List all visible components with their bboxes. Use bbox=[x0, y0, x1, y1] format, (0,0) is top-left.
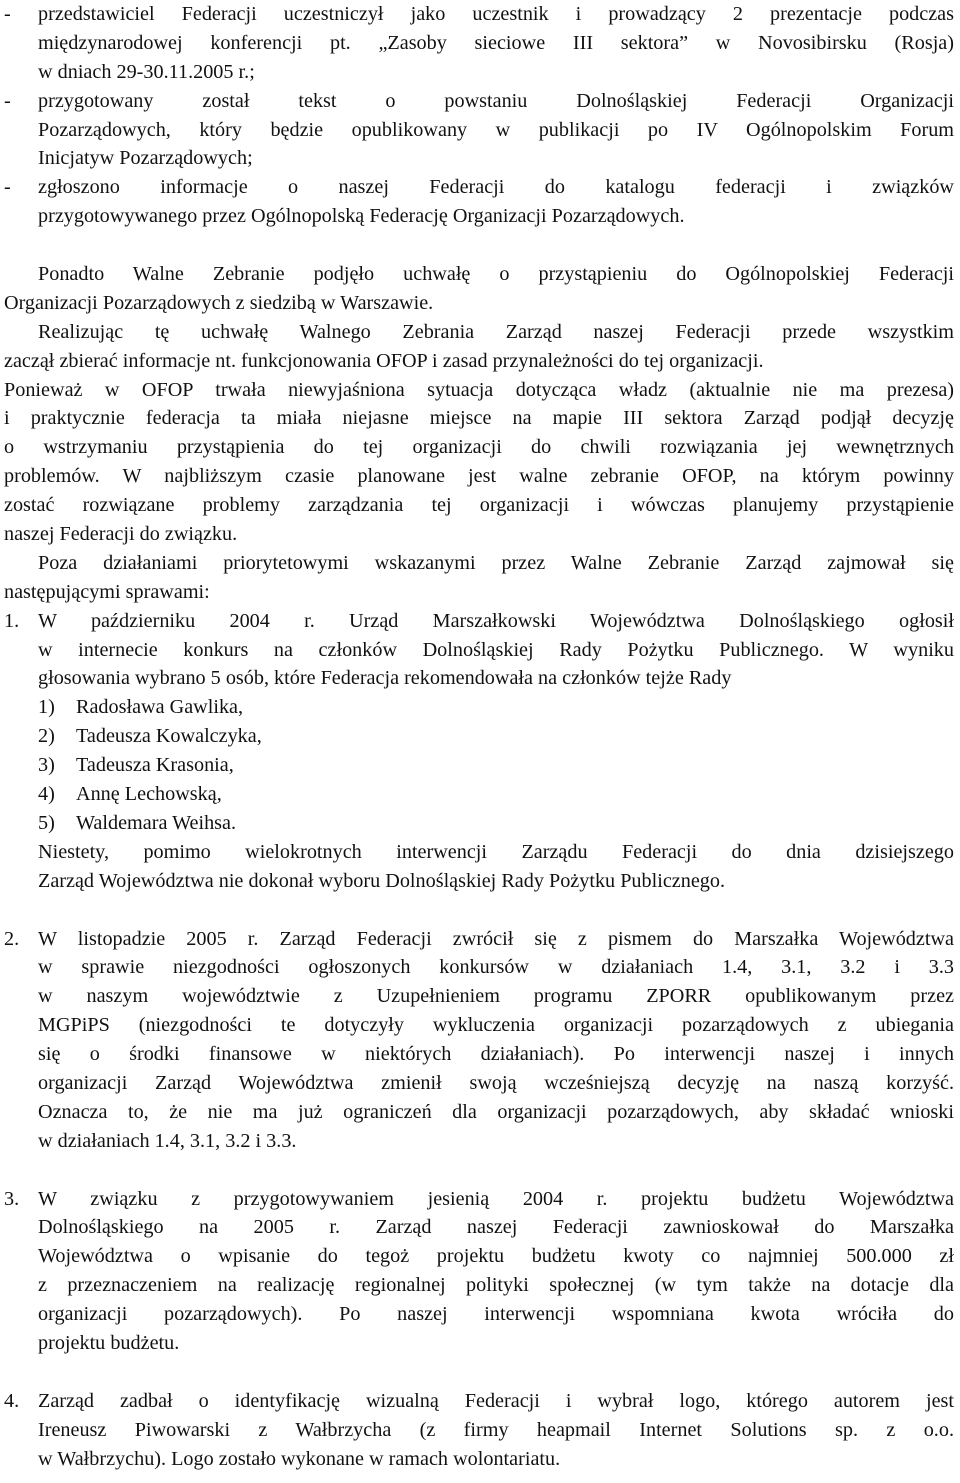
spacer bbox=[0, 896, 960, 925]
text-line: przygotowany został tekst o powstaniu Dolnośląskiej Federacji Organizacji bbox=[38, 89, 954, 112]
sub-item-text: Tadeusza Krasonia, bbox=[76, 754, 234, 777]
text-line: Województwa o wpisanie do tegoż projektu budżetu kwoty co najmniej 500.000 zł bbox=[38, 1245, 954, 1268]
spacer bbox=[0, 1358, 960, 1387]
sub-item-text: Radosława Gawlika, bbox=[76, 696, 244, 719]
text-line-row bbox=[0, 58, 960, 87]
text-line: następującymi sprawami: bbox=[4, 580, 210, 603]
text-line: się o środki finansowe w niektórych działaniach). Po interwencji naszej i innych bbox=[38, 1043, 954, 1066]
sub-item-text: Tadeusza Kowalczyka, bbox=[76, 725, 262, 748]
text-line-row bbox=[0, 116, 960, 145]
sub-list-item bbox=[0, 693, 960, 722]
sub-list-item bbox=[0, 751, 960, 780]
text-line: Oznacza to, że nie ma już ograniczeń dla organizacji pozarządowych, aby składać wnioski bbox=[38, 1100, 954, 1123]
text-line: z przeznaczeniem na realizację regionalnej polityki społecznej (w tym także na dotacje dla bbox=[38, 1274, 954, 1297]
item-number: 3. bbox=[4, 1187, 20, 1210]
text-line: naszej Federacji do związku. bbox=[4, 523, 238, 546]
text-line: przygotowywanego przez Ogólnopolską Federację Organizacji Pozarządowych. bbox=[38, 205, 685, 228]
dash-item bbox=[0, 173, 960, 202]
text-line: projektu budżetu. bbox=[38, 1331, 180, 1354]
text-line: Inicjatyw Pozarządowych; bbox=[38, 147, 253, 170]
sub-item-number: 3) bbox=[38, 754, 55, 777]
paragraph bbox=[0, 318, 960, 376]
text-line: organizacji pozarządowych). Po naszej interwencji wspomniana kwota wróciła do bbox=[38, 1303, 954, 1326]
text-line: o wstrzymaniu przystąpienia do tej organizacji do chwili rozwiązania jej wewnętrznych bbox=[4, 436, 954, 459]
text-line: problemów. W najbliższym czasie planowane jest walne zebranie OFOP, na którym powinny bbox=[4, 465, 954, 488]
text-line: Organizacji Pozarządowych z siedzibą w Warszawie. bbox=[4, 291, 434, 314]
numbered-item bbox=[0, 1387, 960, 1474]
text-line: Poza działaniami priorytetowymi wskazanymi przez Walne Zebranie Zarząd zajmował się bbox=[38, 551, 954, 574]
item-number: 2. bbox=[4, 927, 20, 950]
text-line: w dniach 29-30.11.2005 r.; bbox=[38, 60, 255, 83]
text-line: MGPiPS (niezgodności te dotyczyły wykluczenia organizacji pozarządowych z ubiegania bbox=[38, 1014, 954, 1037]
sub-list-item bbox=[0, 780, 960, 809]
text-line: zostać rozwiązane problemy zarządzania tej organizacji i wówczas planujemy przystąpienie bbox=[4, 494, 954, 517]
dash-item bbox=[0, 0, 960, 29]
text-line: Ireneusz Piwowarski z Wałbrzycha (z firmy heapmail Internet Solutions sp. z o.o. bbox=[38, 1418, 954, 1441]
text-line: zaczął zbierać informacje nt. funkcjonowania OFOP i zasad przynależności do tej organizacji. bbox=[4, 349, 764, 372]
spacer bbox=[0, 1156, 960, 1185]
sub-item-number: 4) bbox=[38, 783, 55, 806]
sub-list-item bbox=[0, 809, 960, 838]
paragraph bbox=[0, 549, 960, 607]
item-number: 1. bbox=[4, 609, 20, 632]
text-line: Zarząd zadbał o identyfikację wizualną Federacji i wybrał logo, którego autorem jest bbox=[38, 1389, 954, 1412]
sub-list bbox=[0, 693, 960, 837]
dash-marker: - bbox=[4, 176, 11, 199]
sub-list-item bbox=[0, 722, 960, 751]
text-line-row bbox=[0, 29, 960, 58]
text-line: przedstawiciel Federacji uczestniczył jako uczestnik i prowadzący 2 prezentacje podczas bbox=[38, 3, 954, 25]
numbered-item bbox=[0, 925, 960, 1156]
text-line: i praktycznie federacja ta miała niejasne miejsce na mapie III sektora Zarząd podjął decyzję bbox=[4, 407, 954, 430]
text-line: w naszym województwie z Uzupełnieniem programu ZPORR opublikowanym przez bbox=[38, 985, 954, 1008]
dash-marker: - bbox=[4, 3, 11, 25]
numbered-item bbox=[0, 1185, 960, 1358]
text-line: w działaniach 1.4, 3.1, 3.2 i 3.3. bbox=[38, 1129, 297, 1152]
text-line: organizacji Zarząd Województwa zmienił swoją wcześniejszą decyzję na naszą korzyść. bbox=[38, 1071, 954, 1094]
spacer bbox=[0, 231, 960, 260]
text-line: w internecie konkurs na członków Dolnośląskiej Rady Pożytku Publicznego. W wyniku bbox=[38, 638, 954, 661]
text-line: W listopadzie 2005 r. Zarząd Federacji zwrócił się z pismem do Marszałka Województwa bbox=[38, 927, 954, 950]
dash-marker: - bbox=[4, 89, 11, 112]
text-line: Ponieważ w OFOP trwała niewyjaśniona sytuacja dotycząca władz (aktualnie nie ma prezesa) bbox=[4, 378, 954, 401]
text-line: międzynarodowej konferencji pt. „Zasoby sieciowe III sektora” w Novosibirsku (Rosja) bbox=[38, 31, 954, 54]
text-line: zgłoszono informacje o naszej Federacji do katalogu federacji i związków bbox=[38, 176, 954, 199]
text-line-row bbox=[0, 144, 960, 173]
text-line-row bbox=[0, 202, 960, 231]
item-number: 4. bbox=[4, 1389, 20, 1412]
text-line: w sprawie niezgodności ogłoszonych konkursów w działaniach 1.4, 3.1, 3.2 i 3.3 bbox=[38, 956, 954, 979]
sub-item-text: Waldemara Weihsa. bbox=[76, 811, 237, 834]
numbered-item bbox=[0, 607, 960, 896]
text-line: Niestety, pomimo wielokrotnych interwencji Zarządu Federacji do dnia dzisiejszego bbox=[38, 840, 954, 863]
text-line: głosowania wybrano 5 osób, które Federacja rekomendowała na członków tejże Rady bbox=[38, 667, 732, 690]
sub-item-text: Annę Lechowską, bbox=[76, 783, 222, 806]
text-line: Realizując tę uchwałę Walnego Zebrania Zarząd naszej Federacji przede wszystkim bbox=[38, 320, 954, 343]
text-line: Pozarządowych, który będzie opublikowany w publikacji po IV Ogólnopolskim Forum bbox=[38, 118, 954, 141]
sub-item-number: 5) bbox=[38, 811, 55, 834]
sub-item-number: 2) bbox=[38, 725, 55, 748]
text-line: Zarząd Województwa nie dokonał wyboru Dolnośląskiej Rady Pożytku Publicznego. bbox=[38, 869, 726, 892]
text-line: Ponadto Walne Zebranie podjęło uchwałę o przystąpieniu do Ogólnopolskiej Federacji bbox=[38, 263, 954, 286]
text-line: Dolnośląskiego na 2005 r. Zarząd naszej Federacji zawnioskował do Marszałka bbox=[38, 1216, 954, 1239]
paragraph bbox=[0, 260, 960, 318]
text-line: W związku z przygotowywaniem jesienią 2004 r. projektu budżetu Województwa bbox=[38, 1187, 954, 1210]
dash-list bbox=[0, 0, 960, 231]
text-line: w Wałbrzychu). Logo zostało wykonane w ramach wolontariatu. bbox=[38, 1447, 561, 1470]
dash-item bbox=[0, 87, 960, 116]
sub-item-number: 1) bbox=[38, 696, 55, 719]
paragraph bbox=[0, 376, 960, 549]
text-line: W październiku 2004 r. Urząd Marszałkowski Województwa Dolnośląskiego ogłosił bbox=[38, 609, 954, 632]
